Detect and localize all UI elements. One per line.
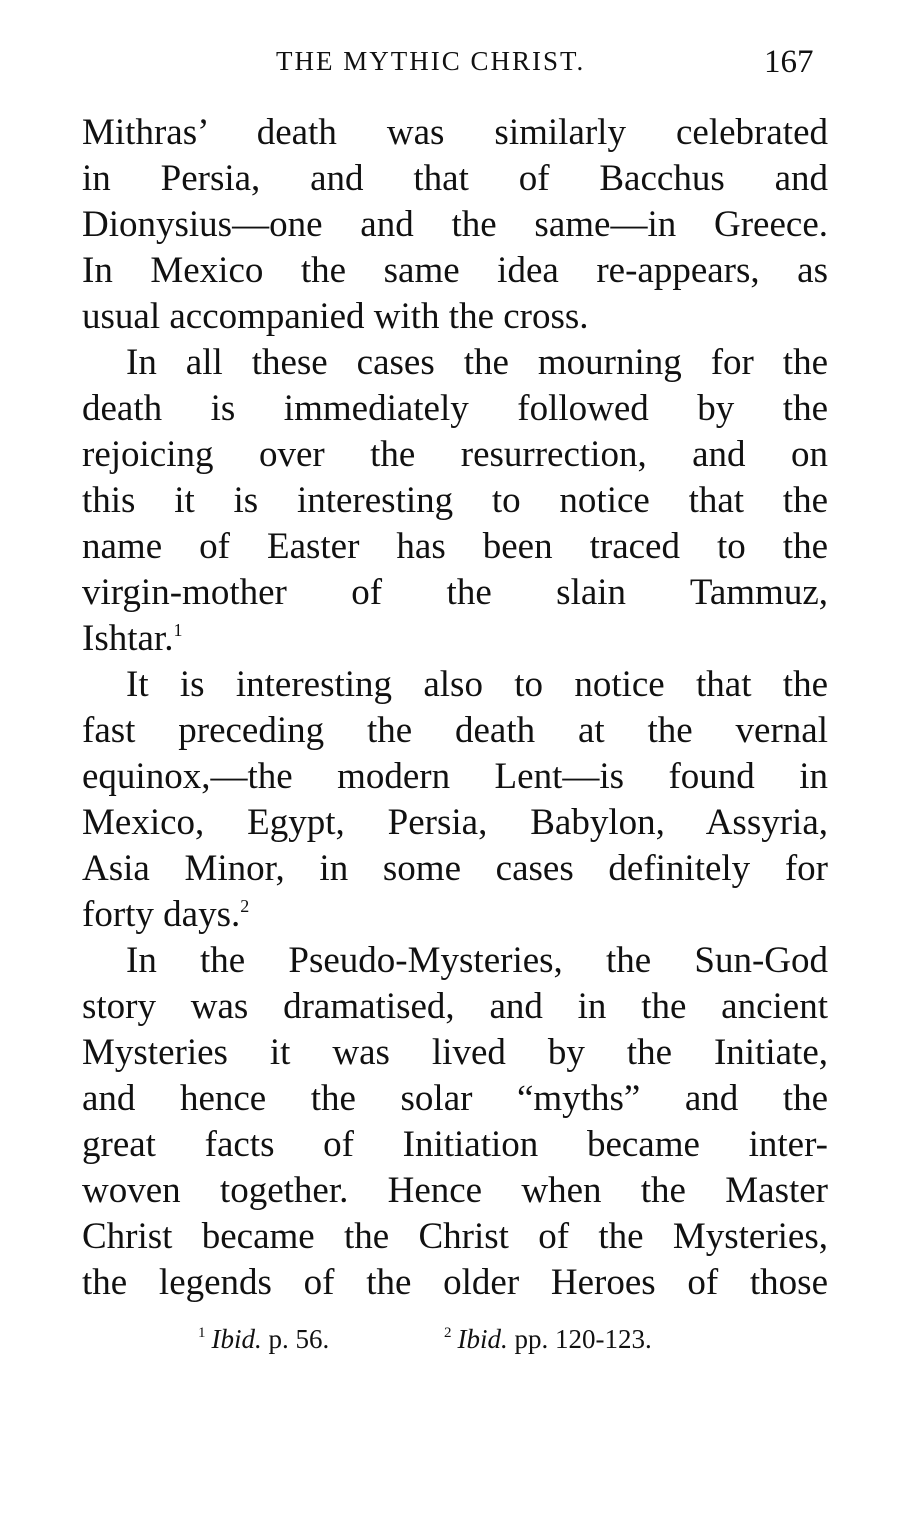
text-line: virgin-mother of the slain Tammuz, (82, 572, 828, 613)
text-line: Dionysius—one and the same—in Greece. (82, 204, 828, 245)
footnotes (0, 1324, 900, 1364)
text-line: fast preceding the death at the vernal (82, 710, 828, 751)
text-line: and hence the solar “myths” and the (82, 1078, 828, 1119)
text-line: In Mexico the same idea re-appears, as (82, 250, 828, 291)
footnote-2 (444, 1324, 652, 1355)
text-line: Mexico, Egypt, Persia, Babylon, Assyria, (82, 802, 828, 843)
text-line: name of Easter has been traced to the (82, 526, 828, 567)
footnote-reference: 1 (173, 620, 183, 640)
footnote-reference-text: Ibid. (211, 1324, 262, 1354)
text-line: great facts of Initiation became inter- (82, 1124, 828, 1165)
text-line: Ishtar. (82, 618, 174, 659)
text-line: story was dramatised, and in the ancient (82, 986, 828, 1027)
footnote-mark: 2 (444, 1325, 452, 1341)
running-head (0, 46, 900, 86)
text-line-with-footnote (82, 616, 828, 662)
footnote-mark: 1 (198, 1325, 206, 1341)
text-line: the legends of the older Heroes of those (82, 1262, 828, 1303)
footnote-pages: p. 56. (268, 1324, 330, 1354)
text-line: In all these cases the mourning for the (126, 342, 828, 383)
text-line-with-footnote (82, 892, 828, 938)
text-line: death is immediately followed by the (82, 388, 828, 429)
page-number: 167 (764, 44, 814, 80)
footnote-reference-text: Ibid. (457, 1324, 508, 1354)
text-line: It is interesting also to notice that the (126, 664, 828, 705)
footnote-reference: 2 (240, 896, 250, 916)
footnote-pages: pp. 120-123. (514, 1324, 652, 1354)
text-line: Mysteries it was lived by the Initiate, (82, 1032, 828, 1073)
text-line: usual accompanied with the cross. (82, 296, 589, 337)
text-line: this it is interesting to notice that the (82, 480, 828, 521)
text-line: Christ became the Christ of the Mysteries, (82, 1216, 828, 1257)
footnote-1 (198, 1324, 329, 1355)
text-line: rejoicing over the resurrection, and on (82, 434, 828, 475)
text-line: woven together. Hence when the Master (82, 1170, 828, 1211)
text-line: in Persia, and that of Bacchus and (82, 158, 828, 199)
running-title: THE MYTHIC CHRIST. (276, 46, 586, 76)
text-line: In the Pseudo-Mysteries, the Sun-God (126, 940, 828, 981)
text-line: Mithras’ death was similarly celebrated (82, 112, 828, 153)
body-text (82, 110, 828, 1306)
text-line: equinox,—the modern Lent—is found in (82, 756, 828, 797)
text-line: forty days. (82, 894, 241, 935)
text-line: Asia Minor, in some cases definitely for (82, 848, 828, 889)
